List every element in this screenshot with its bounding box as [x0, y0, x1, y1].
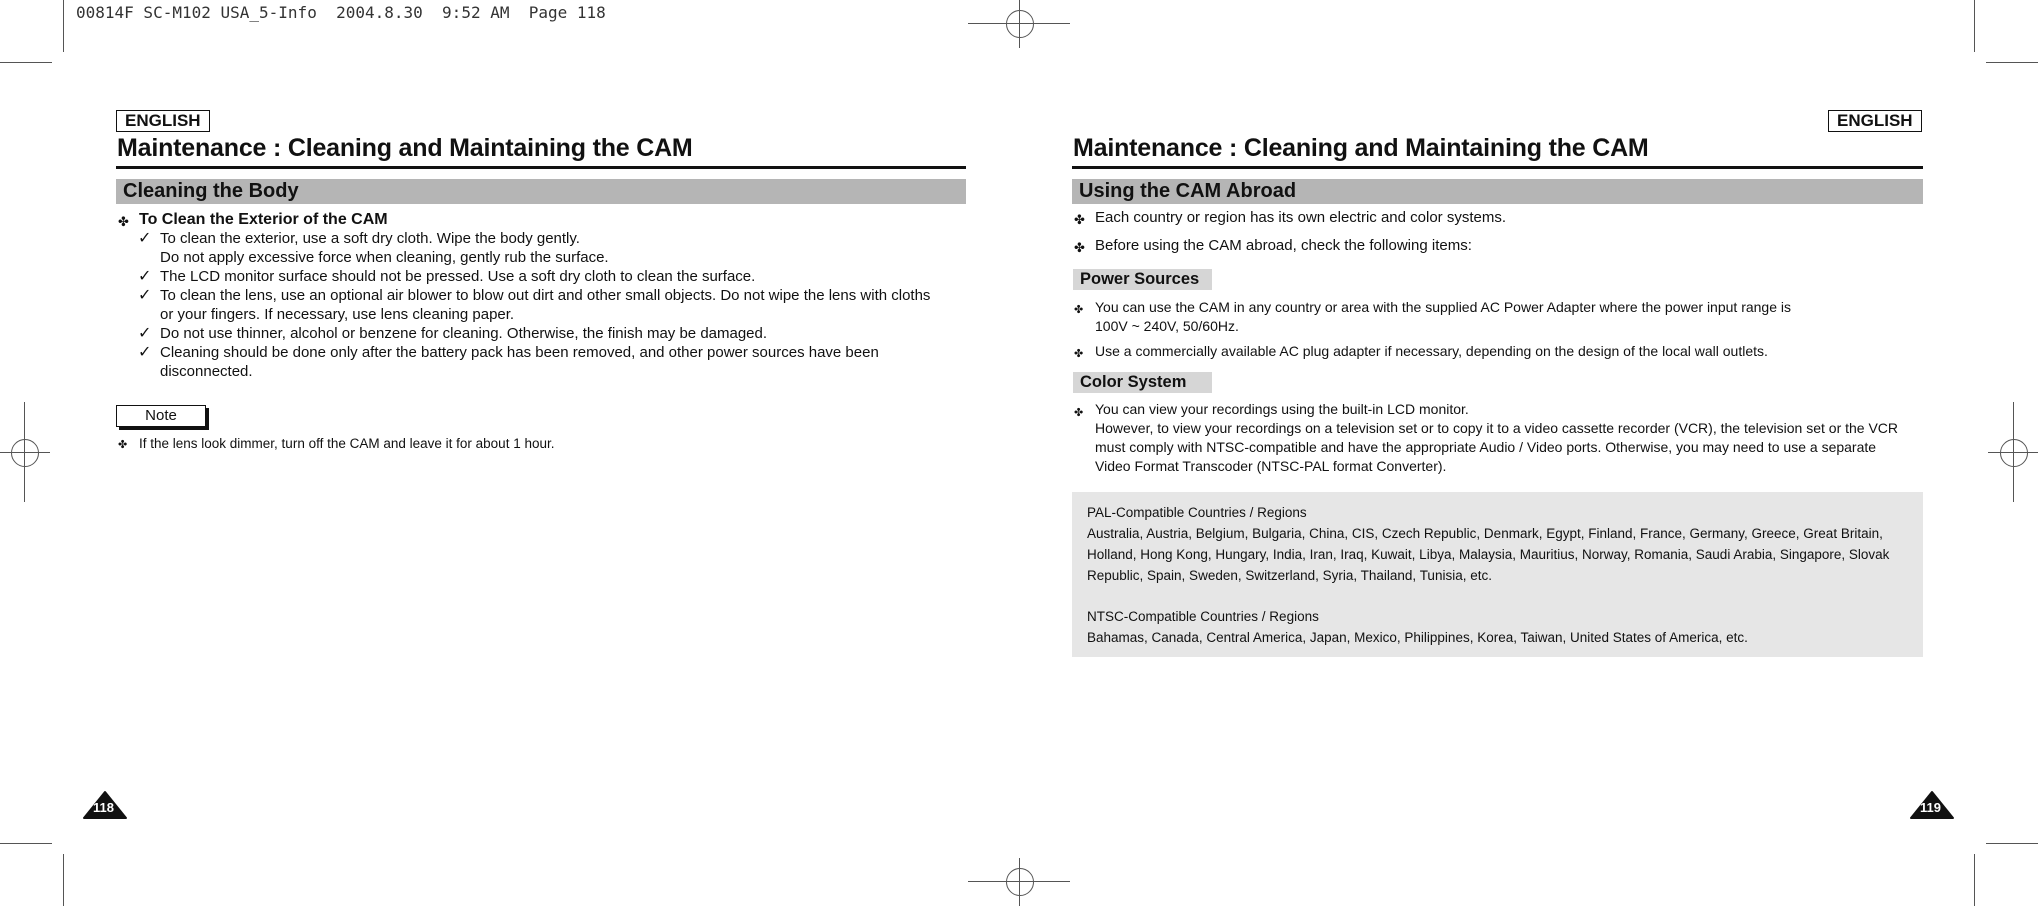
- list-item: Do not use thinner, alcohol or benzene for cleaning. Otherwise, the finish may be damaged.: [160, 325, 768, 342]
- section-title: Using the CAM Abroad: [1072, 179, 1923, 204]
- list-item: Do not apply excessive force when cleaning, gently rub the surface.: [160, 249, 609, 266]
- registration-circle: [11, 439, 39, 467]
- bullet-icon: ✤: [118, 439, 128, 451]
- list-item: To clean the exterior, use a soft dry cloth. Wipe the body gently.: [160, 230, 580, 247]
- subheading: To Clean the Exterior of the CAM: [139, 211, 388, 228]
- bullet-icon: ✤: [1074, 240, 1085, 255]
- pal-title: PAL-Compatible Countries / Regions: [1087, 505, 1307, 520]
- list-item: To clean the lens, use an optional air blower to blow out dirt and other small objects. Do not wipe the lens with cloths: [160, 287, 931, 304]
- check-icon: ✓: [138, 325, 152, 342]
- crop-mark: [63, 0, 64, 52]
- ntsc-title: NTSC-Compatible Countries / Regions: [1087, 609, 1319, 624]
- page-title: Maintenance : Cleaning and Maintaining the CAM: [117, 134, 693, 162]
- crop-mark: [1974, 854, 1975, 906]
- print-slug: 00814F SC-M102 USA_5-Info 2004.8.30 9:52 AM Page 118: [76, 3, 606, 22]
- ntsc-countries: Bahamas, Canada, Central America, Japan, Mexico, Philippines, Korea, Taiwan, United States of America, etc.: [1087, 630, 1748, 645]
- bullet-icon: ✤: [1074, 407, 1084, 419]
- list-item: You can use the CAM in any country or area with the supplied AC Power Adapter where the power input range is: [1095, 299, 1792, 315]
- list-item: Cleaning should be done only after the battery pack has been removed, and other power sources have been: [160, 344, 879, 361]
- color-system-text: However, to view your recordings on a television set or to copy it to a video cassette recorder (VCR), the television set or the VCR: [1095, 420, 1899, 436]
- registration-circle: [1006, 10, 1034, 38]
- intro-text: Before using the CAM abroad, check the following items:: [1095, 237, 1472, 254]
- intro-text: Each country or region has its own electric and color systems.: [1095, 209, 1507, 226]
- color-system-text: Video Format Transcoder (NTSC-PAL format Converter).: [1095, 458, 1447, 474]
- note-label: Note: [116, 405, 206, 427]
- bullet-icon: ✤: [1074, 304, 1084, 316]
- bullet-icon: ✤: [1074, 348, 1084, 360]
- subsection-title: Power Sources: [1073, 269, 1212, 290]
- language-label: ENGLISH: [116, 110, 210, 132]
- pal-countries: Republic, Spain, Sweden, Switzerland, Syria, Thailand, Tunisia, etc.: [1087, 568, 1492, 583]
- list-item: The LCD monitor surface should not be pressed. Use a soft dry cloth to clean the surface.: [160, 268, 756, 285]
- section-title: Cleaning the Body: [116, 179, 966, 204]
- crop-mark: [63, 854, 64, 906]
- check-icon: ✓: [138, 287, 152, 304]
- pal-countries: Holland, Hong Kong, Hungary, India, Iran, Iraq, Kuwait, Libya, Malaysia, Mauritius, Norway, Romania, Saudi Arabia, Singapore, Slovak: [1087, 547, 1890, 562]
- page-number: 119: [1920, 800, 1941, 815]
- crop-mark: [1974, 0, 1975, 52]
- check-icon: ✓: [138, 230, 152, 247]
- color-system-text: must comply with NTSC-compatible and have the appropriate Audio / Video ports. Otherwise, you may need to use a separate: [1095, 439, 1877, 455]
- list-item: Use a commercially available AC plug adapter if necessary, depending on the design of the local wall outlets.: [1095, 343, 1768, 359]
- title-rule: [116, 166, 966, 169]
- check-icon: ✓: [138, 268, 152, 285]
- registration-circle: [2000, 439, 2028, 467]
- crop-mark: [1986, 62, 2038, 63]
- crop-mark: [1986, 843, 2038, 844]
- language-label: ENGLISH: [1828, 110, 1922, 132]
- page-title: Maintenance : Cleaning and Maintaining the CAM: [1073, 134, 1649, 162]
- list-item: disconnected.: [160, 363, 253, 380]
- crop-mark: [0, 62, 52, 63]
- note-text: If the lens look dimmer, turn off the CAM and leave it for about 1 hour.: [139, 436, 555, 451]
- bullet-icon: ✤: [118, 214, 129, 229]
- page-number: 118: [93, 800, 114, 815]
- list-item: or your fingers. If necessary, use lens cleaning paper.: [160, 306, 515, 323]
- pal-countries: Australia, Austria, Belgium, Bulgaria, China, CIS, Czech Republic, Denmark, Egypt, Finland, France, Germany, Greece, Great Britain,: [1087, 526, 1883, 541]
- registration-circle: [1006, 868, 1034, 896]
- list-item: 100V ~ 240V, 50/60Hz.: [1095, 318, 1239, 334]
- crop-mark: [0, 843, 52, 844]
- subsection-title: Color System: [1073, 372, 1212, 393]
- check-icon: ✓: [138, 344, 152, 361]
- bullet-icon: ✤: [1074, 212, 1085, 227]
- title-rule: [1072, 166, 1923, 169]
- color-system-text: You can view your recordings using the built-in LCD monitor.: [1095, 401, 1469, 417]
